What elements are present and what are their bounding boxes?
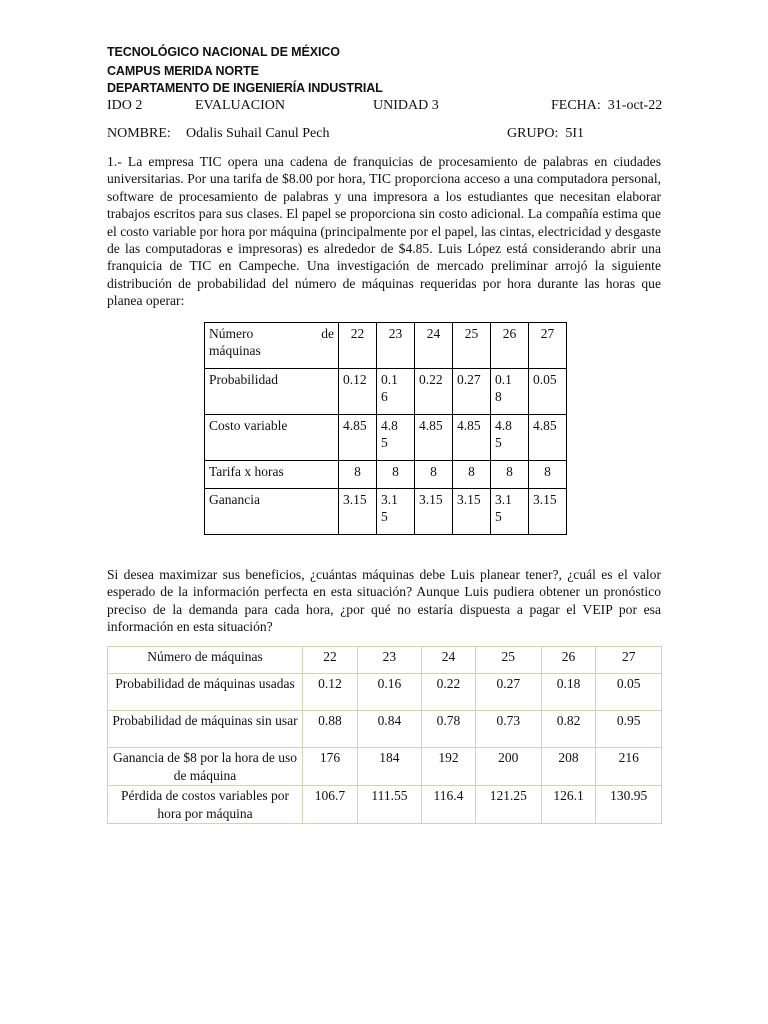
machine-count-cell: 24 — [415, 323, 453, 369]
machine-count-cell: 23 — [357, 647, 421, 674]
table-row — [108, 786, 662, 824]
row-label: Costo variable — [205, 415, 339, 461]
machines-header-cell — [205, 323, 339, 369]
machine-count-cell: 24 — [421, 647, 475, 674]
value-cell: 8 — [377, 461, 415, 489]
value-cell: 0.05 — [596, 674, 662, 711]
value-cell: 3.15 — [415, 489, 453, 535]
machines-header-word3: máquinas — [209, 343, 261, 358]
value-cell: 0.82 — [541, 711, 596, 748]
value-cell: 0.16 — [357, 674, 421, 711]
value-cell: 8 — [453, 461, 491, 489]
table-row — [205, 461, 567, 489]
name-label: NOMBRE: — [107, 126, 171, 141]
row-label: Pérdida de costos variables por hora por máquina — [108, 786, 303, 824]
machine-count-cell: 23 — [377, 323, 415, 369]
value-cell: 0.73 — [476, 711, 541, 748]
value-cell: 121.25 — [476, 786, 541, 824]
value-cell: 0.22 — [421, 674, 475, 711]
value-cell: 126.1 — [541, 786, 596, 824]
value-cell: 116.4 — [421, 786, 475, 824]
value-cell: 0.88 — [303, 711, 358, 748]
group-label: GRUPO: 5I1 — [507, 126, 585, 141]
value-cell: 192 — [421, 748, 475, 786]
profit-table — [107, 646, 662, 824]
value-cell: 8 — [415, 461, 453, 489]
student-name: Odalis Suhail Canul Pech — [186, 126, 330, 141]
value-cell: 0.18 — [541, 674, 596, 711]
value-cell: 130.95 — [596, 786, 662, 824]
evaluation-label: EVALUACION — [195, 98, 285, 113]
course-code: IDO 2 — [107, 98, 143, 113]
machine-count-cell: 22 — [339, 323, 377, 369]
date-label: FECHA: 31-oct-22 — [551, 98, 663, 113]
row-label: Probabilidad de máquinas sin usar — [108, 711, 303, 748]
value-cell: 106.7 — [303, 786, 358, 824]
value-cell: 8 — [339, 461, 377, 489]
value-cell: 0.27 — [476, 674, 541, 711]
value-cell: 8 — [491, 461, 529, 489]
value-cell: 0.84 — [357, 711, 421, 748]
unit-label: UNIDAD 3 — [373, 98, 439, 113]
table-row — [108, 748, 662, 786]
table-row — [205, 489, 567, 535]
question-text: Si desea maximizar sus beneficios, ¿cuántas máquinas debe Luis planear tener?, ¿cuál es el valor esperado de la información perfecta en esta situación? Aunque Luis pudiera obtener un pronóstico preciso de la demanda para cada hora, ¿por qué no estaría dispuesta a pagar el VEIP por esa información en esta situación? — [107, 567, 661, 635]
value-cell: 0.27 — [453, 369, 491, 415]
value-cell: 111.55 — [357, 786, 421, 824]
machines-header-word2: de — [321, 326, 334, 341]
table-row — [205, 369, 567, 415]
machine-count-cell: 26 — [541, 647, 596, 674]
machine-count-cell: 26 — [491, 323, 529, 369]
machine-count-cell: 25 — [453, 323, 491, 369]
table-row — [205, 415, 567, 461]
value-cell: 0.12 — [303, 674, 358, 711]
value-cell: 0.12 — [339, 369, 377, 415]
machine-count-cell: 25 — [476, 647, 541, 674]
machines-header-word1: Número — [209, 326, 254, 341]
value-cell: 3.15 — [529, 489, 567, 535]
table-row — [108, 647, 662, 674]
value-cell: 0.05 — [529, 369, 567, 415]
value-cell: 4.85 — [529, 415, 567, 461]
row-label: Probabilidad — [205, 369, 339, 415]
probability-table — [204, 322, 567, 535]
value-cell: 3.1 5 — [491, 489, 529, 535]
row-label: Tarifa x horas — [205, 461, 339, 489]
value-cell: 4.8 5 — [377, 415, 415, 461]
table-row — [108, 711, 662, 748]
value-cell: 176 — [303, 748, 358, 786]
value-cell: 8 — [529, 461, 567, 489]
value-cell: 200 — [476, 748, 541, 786]
value-cell: 184 — [357, 748, 421, 786]
value-cell: 0.1 8 — [491, 369, 529, 415]
value-cell: 4.8 5 — [491, 415, 529, 461]
value-cell: 4.85 — [453, 415, 491, 461]
value-cell: 3.15 — [339, 489, 377, 535]
row-label: Probabilidad de máquinas usadas — [108, 674, 303, 711]
institution-title: TECNOLÓGICO NACIONAL DE MÉXICO — [107, 45, 340, 59]
value-cell: 4.85 — [339, 415, 377, 461]
value-cell: 0.22 — [415, 369, 453, 415]
value-cell: 0.95 — [596, 711, 662, 748]
department-title: DEPARTAMENTO DE INGENIERÍA INDUSTRIAL — [107, 81, 383, 95]
machine-count-cell: 27 — [596, 647, 662, 674]
value-cell: 208 — [541, 748, 596, 786]
value-cell: 3.15 — [453, 489, 491, 535]
value-cell: 216 — [596, 748, 662, 786]
table-row — [205, 323, 567, 369]
value-cell: 0.1 6 — [377, 369, 415, 415]
machines-header-cell: Número de máquinas — [108, 647, 303, 674]
row-label: Ganancia de $8 por la hora de uso de máquina — [108, 748, 303, 786]
value-cell: 0.78 — [421, 711, 475, 748]
machine-count-cell: 22 — [303, 647, 358, 674]
row-label: Ganancia — [205, 489, 339, 535]
campus-title: CAMPUS MERIDA NORTE — [107, 64, 259, 78]
value-cell: 4.85 — [415, 415, 453, 461]
value-cell: 3.1 5 — [377, 489, 415, 535]
problem-statement: 1.- La empresa TIC opera una cadena de franquicias de procesamiento de palabras en ciudades universitarias. Por una tarifa de $8.00 por hora, TIC proporciona acceso a una computadora personal, software de procesamiento de palabras y una impresora a los estudiantes que necesitan elaborar trabajos escritos para sus clases. El papel se proporciona sin costo adicional. La compañía estima que el costo variable por hora por máquina (principalmente por el papel, las cintas, electricidad y desgaste de las computadoras e impresoras) es alrededor de $4.85. Luis López está considerando abrir una franquicia de TIC en Campeche. Una investigación de mercado preliminar arrojó la siguiente distribución de probabilidad del número de máquinas requeridas por hora durante las horas que planea operar: — [107, 154, 661, 309]
table-row — [108, 674, 662, 711]
machine-count-cell: 27 — [529, 323, 567, 369]
